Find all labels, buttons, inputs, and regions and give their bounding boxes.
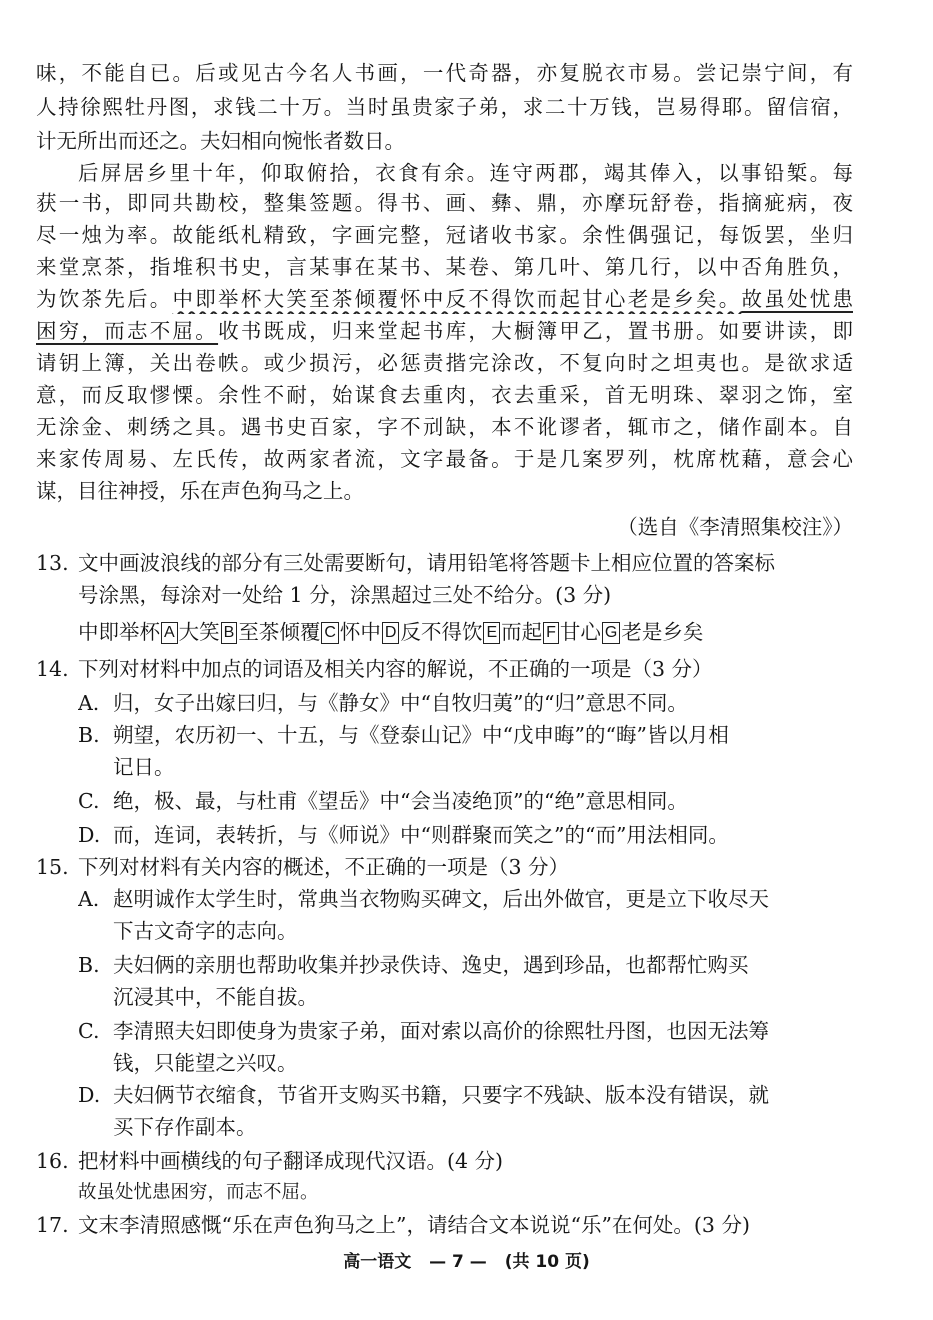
underlined-sentence-part2: 困穷，而志不屈。 (36, 319, 219, 343)
q16-stem (36, 1146, 853, 1176)
question-stem: 下列对材料中加点的词语及相关内容的解说，不正确的一项是（3 分） (78, 657, 713, 681)
segment: 至茶倾覆 (238, 620, 321, 644)
option-text: 赵明诚作太学生时，常典当衣物购买碑文，后出外做官，更是立下收尽天 (113, 887, 769, 911)
breakpoint-mark[interactable]: C (321, 622, 339, 644)
option-text-continued: 下古文奇字的志向。 (113, 919, 298, 943)
passage-line: 后屏居乡里十年，仰取俯拾，衣食有余。连守两郡，竭其俸入，以事铅椠。每 (78, 161, 853, 185)
breakpoint-mark[interactable]: G (602, 622, 620, 644)
question-stem: 文中画波浪线的部分有三处需要断句，请用铅笔将答题卡上相应位置的答案标 (78, 551, 775, 575)
question-number: 16. (36, 1149, 69, 1173)
breakpoint-mark[interactable]: E (483, 622, 500, 644)
option-label: D. (78, 823, 101, 847)
option-text-continued: 钱，只能望之兴叹。 (113, 1051, 298, 1075)
breakpoint-mark[interactable]: F (543, 622, 559, 644)
q17-stem (36, 1210, 853, 1240)
q13-stem-line1 (36, 548, 853, 578)
passage-line: 意，而反取憀慄。余性不耐，始谋食去重肉，衣去重采，首无明珠、翠羽之饰，室 (36, 383, 853, 407)
option-label: C. (78, 1019, 100, 1043)
option-label: B. (78, 723, 100, 747)
breakpoint-mark[interactable]: D (382, 622, 400, 644)
option-text: 夫妇俩节衣缩食，节省开支购买书籍，只要字不残缺、版本没有错误，就 (113, 1083, 769, 1107)
option-text-continued: 记日。 (113, 755, 175, 779)
segment: 怀中 (339, 620, 381, 644)
option-text: 绝，极、最，与杜甫《望岳》中“会当凌绝顶”的“绝”意思相同。 (113, 789, 688, 813)
option-text: 而，连词，表转折，与《师说》中“则群聚而笑之”的“而”用法相同。 (113, 823, 729, 847)
q14-option-b[interactable] (78, 720, 853, 750)
q14-option-d[interactable] (78, 820, 853, 850)
passage-line: 获一书，即同共勘校，整集签题。得书、画、彝、鼎，亦摩玩舒卷，指摘疵病，夜 (36, 191, 853, 215)
q13-stem-line2: 号涂黑，每涂对一处给 1 分，涂黑超过三处不给分。(3 分) (78, 583, 612, 607)
q14-option-a[interactable] (78, 688, 853, 718)
passage-line: 来家传周易、左氏传，故两家者流，文字最备。于是几案罗列，枕席枕藉，意会心 (36, 447, 853, 471)
option-label: A. (78, 691, 100, 715)
q15-option-b[interactable] (78, 950, 853, 980)
question-number: 13. (36, 551, 69, 575)
q15-option-d[interactable] (78, 1080, 853, 1110)
segment: 老是乡矣 (621, 620, 704, 644)
question-stem: 把材料中画横线的句子翻译成现代汉语。(4 分) (78, 1149, 504, 1173)
footer-page-number: — 7 — (429, 1252, 487, 1272)
passage-line: 谋，目往神授，乐在声色狗马之上。 (36, 479, 364, 503)
segment: 而起 (501, 620, 543, 644)
q16-sentence: 故虽处忧患困穷，而志不屈。 (78, 1182, 319, 1203)
breakpoint-mark[interactable]: A (161, 622, 178, 644)
q15-option-c[interactable] (78, 1016, 853, 1046)
segment: 中即举杯 (78, 620, 160, 644)
passage-line: 尽一烛为率。故能纸札精致，字画完整，冠诸收书家。余性偶强记，每饭罢，坐归 (36, 223, 853, 247)
footer-subject: 高一语文 (343, 1252, 412, 1272)
question-number: 17. (36, 1213, 69, 1237)
segment: 大笑 (178, 620, 220, 644)
option-text: 李清照夫妇即使身为贵家子弟，面对索以高价的徐熙牡丹图，也因无法筹 (113, 1019, 769, 1043)
question-stem: 文末李清照感慨“乐在声色狗马之上”，请结合文本说说“乐”在何处。(3 分) (78, 1213, 750, 1237)
page-footer (0, 1247, 933, 1272)
q14-stem (36, 654, 853, 684)
passage-line: 计无所出而还之。夫妇相向惋怅者数日。 (36, 129, 405, 153)
option-label: D. (78, 1083, 101, 1107)
q14-option-c[interactable] (78, 786, 853, 816)
passage-line: 来堂烹茶，指堆积书史，言某事在某书、某卷、第几叶、第几行，以中否角胜负， (36, 255, 853, 279)
question-number: 15. (36, 855, 69, 879)
option-text: 归，女子出嫁曰归，与《静女》中“自牧归荑”的“归”意思不同。 (113, 691, 688, 715)
option-label: A. (78, 887, 100, 911)
question-stem: 下列对材料有关内容的概述，不正确的一项是（3 分） (78, 855, 570, 879)
underlined-sentence-part1: 故虽处忧患 (741, 287, 853, 311)
option-text-continued: 买下存作副本。 (113, 1115, 257, 1139)
question-number: 14. (36, 657, 69, 681)
plain-text: 收书既成，归来堂起书库，大橱簿甲乙，置书册。如要讲读，即 (218, 319, 853, 343)
passage-line: 人持徐熙牡丹图，求钱二十万。当时虽贵家子弟，求二十万钱，岂易得耶。留信宿， (36, 95, 853, 119)
option-label: B. (78, 953, 100, 977)
passage-line-marked (36, 316, 853, 346)
wavy-underlined-sentence: 中即举杯大笑至茶倾覆怀中反不得饮而起甘心老是乡矣。 (172, 287, 742, 311)
passage-line: 无涂金、刺绣之具。遇书史百家，字不刓缺，本不讹谬者，辄市之，储作副本。自 (36, 415, 853, 439)
footer-total-pages: (共 10 页) (504, 1252, 590, 1272)
segment: 反不得饮 (400, 620, 483, 644)
option-text: 夫妇俩的亲朋也帮助收集并抄录佚诗、逸史，遇到珍品，也都帮忙购买 (113, 953, 749, 977)
option-text-continued: 沉浸其中，不能自拔。 (113, 985, 318, 1009)
q15-option-a[interactable] (78, 884, 853, 914)
plain-text: 为饮茶先后。 (36, 287, 173, 311)
passage-source: （选自《李清照集校注》） (617, 515, 853, 539)
passage-line-marked (36, 284, 853, 314)
passage-line: 请钥上簿，关出卷帙。或少损污，必惩责揩完涂改，不复向时之坦夷也。是欲求适 (36, 351, 853, 375)
q13-breakpoint-sentence (78, 617, 853, 647)
breakpoint-mark[interactable]: B (221, 622, 238, 644)
option-text: 朔望，农历初一、十五，与《登泰山记》中“戊申晦”的“晦”皆以月相 (113, 723, 729, 747)
option-label: C. (78, 789, 100, 813)
segment: 甘心 (559, 620, 601, 644)
q15-stem (36, 852, 853, 882)
passage-line: 味，不能自已。后或见古今名人书画，一代奇器，亦复脱衣市易。尝记崇宁间，有 (36, 61, 853, 85)
